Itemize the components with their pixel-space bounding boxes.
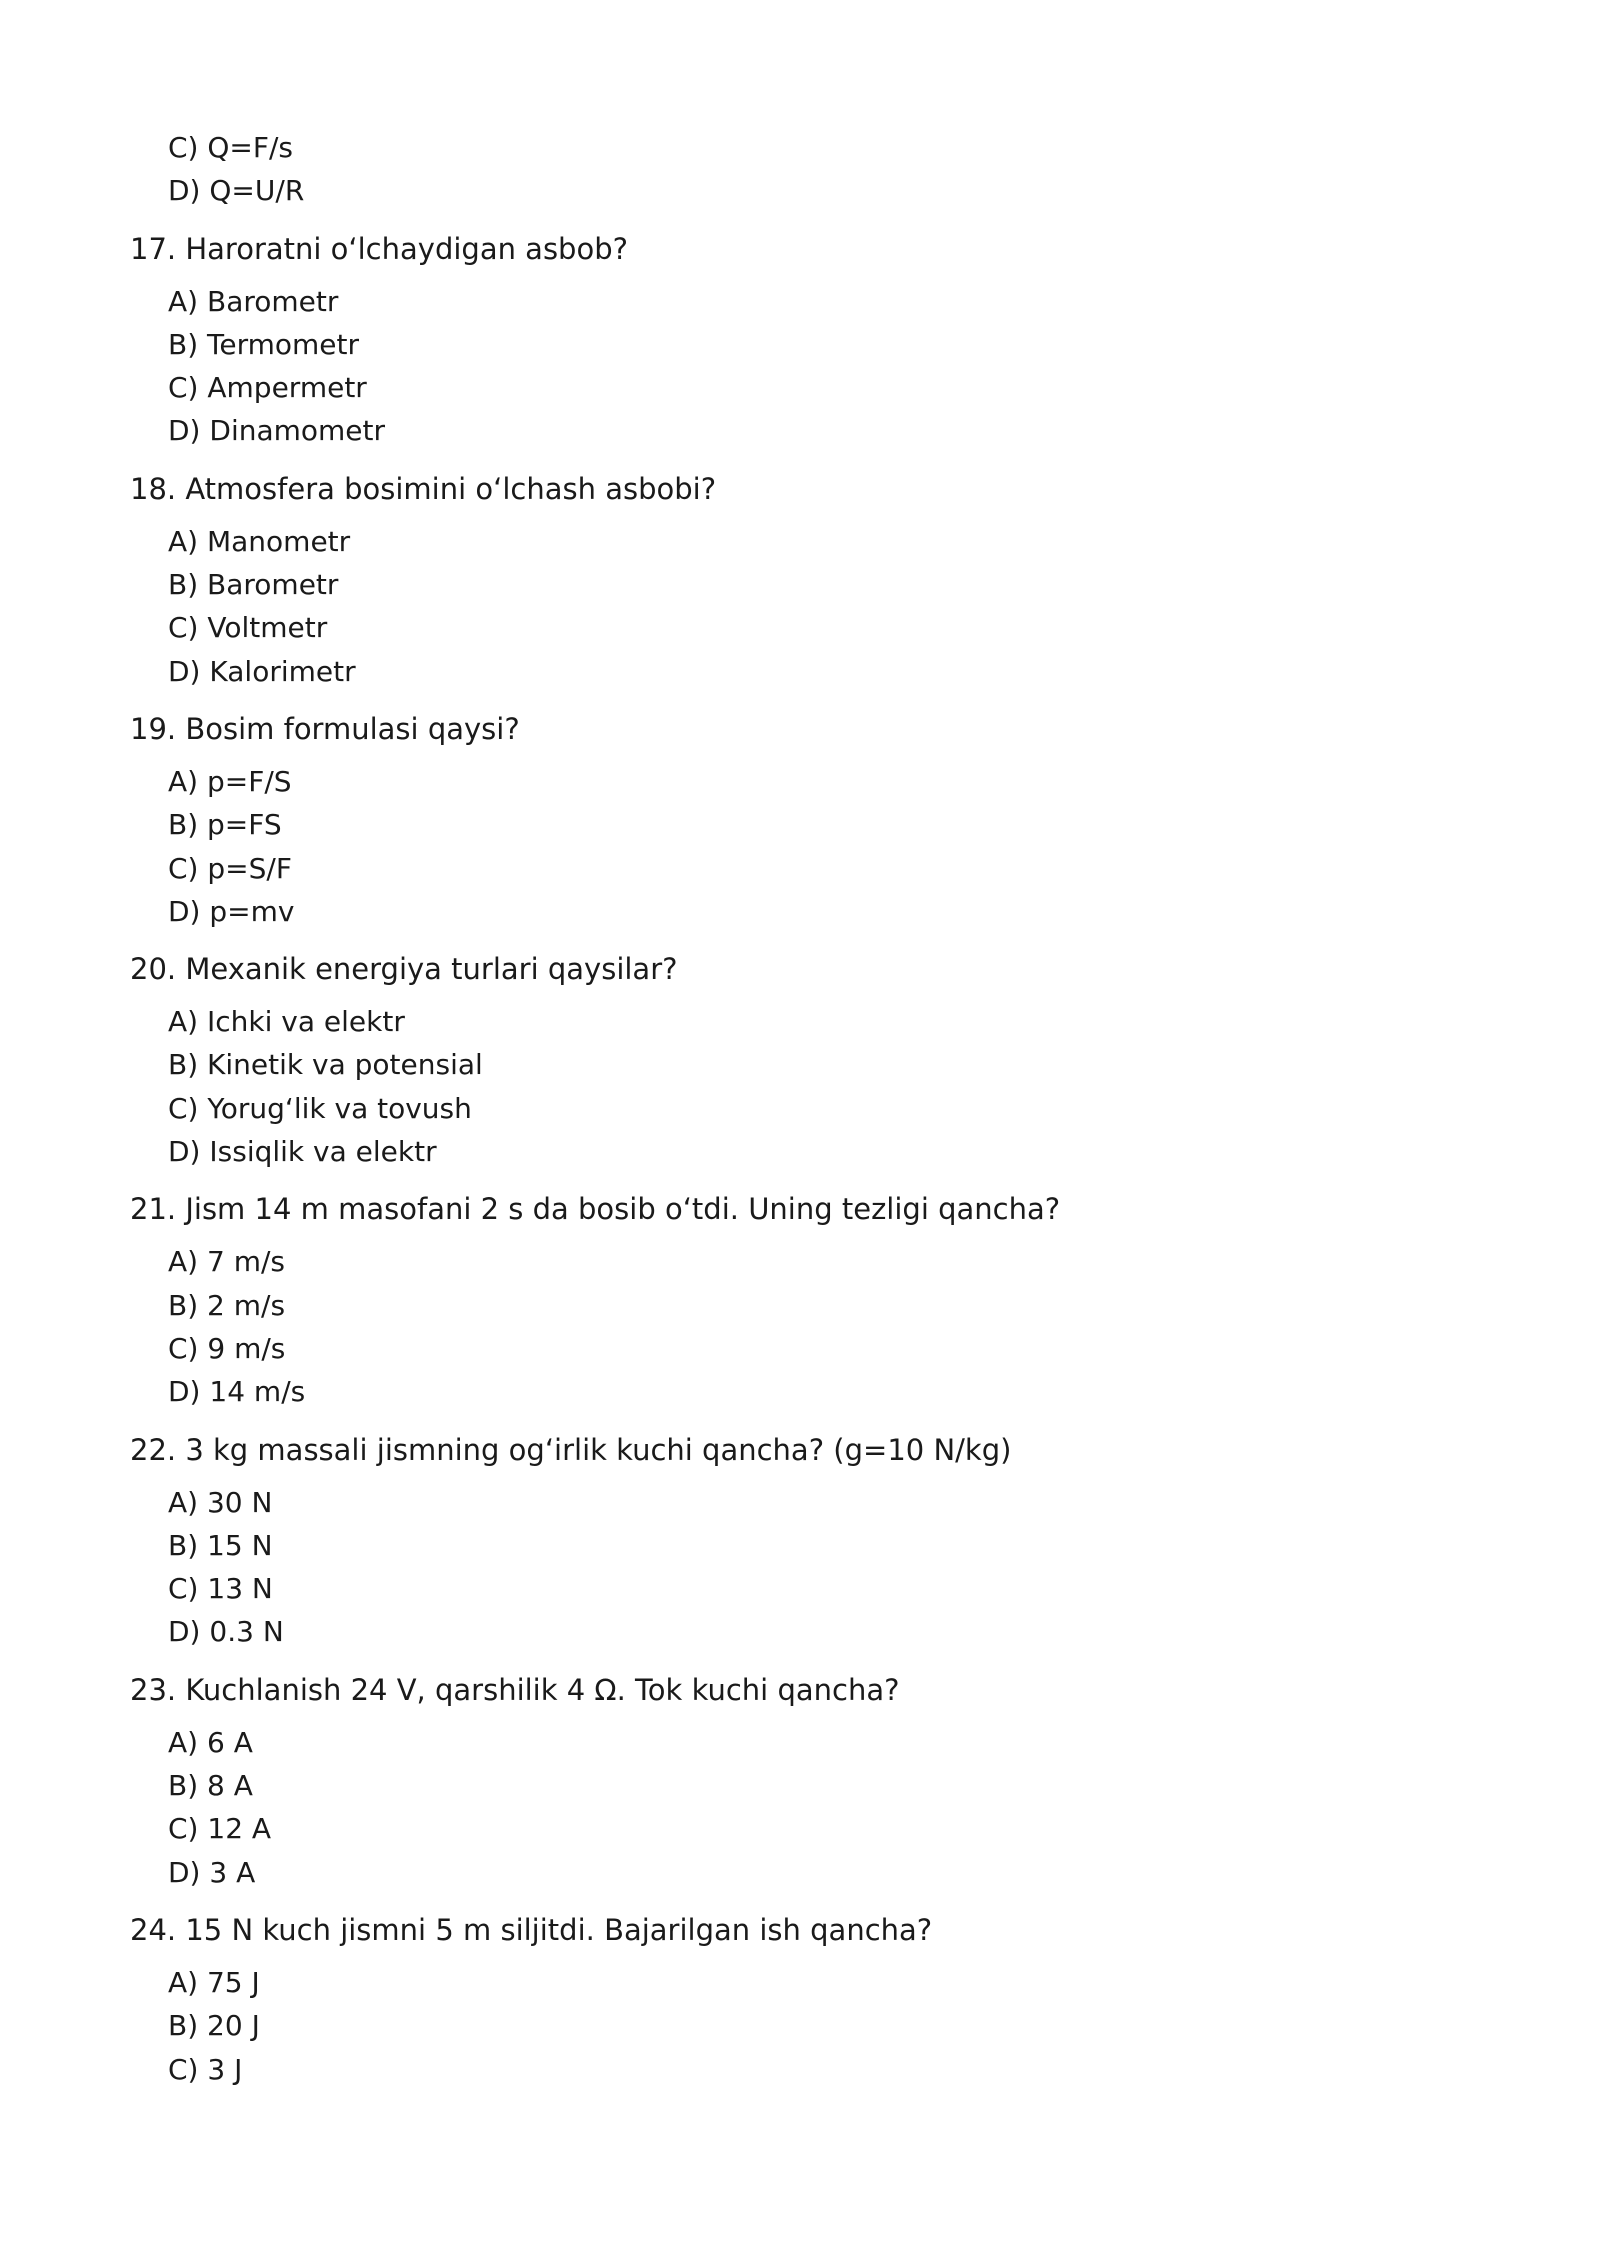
leading-options [130, 126, 1470, 213]
option-a: A) Barometr [168, 284, 339, 318]
option-d: D) p=mv [168, 894, 295, 928]
option-b: B) Kinetik va potensial [168, 1048, 483, 1082]
option-c: C) p=S/F [168, 851, 292, 885]
option-c: C) Voltmetr [168, 611, 328, 645]
quiz-content [130, 126, 1470, 2091]
option-a: A) 30 N [168, 1485, 273, 1519]
question-19 [130, 709, 1470, 933]
option-d: D) Dinamometr [168, 414, 386, 448]
question-text: 19. Bosim formulasi qaysi? [130, 711, 520, 746]
option-d: D) Issiqlik va elektr [168, 1135, 437, 1169]
question-text: 21. Jism 14 m masofani 2 s da bosib o‘tdi. Uning tezligi qancha? [130, 1192, 1061, 1227]
question-22 [130, 1430, 1470, 1654]
question-21 [130, 1189, 1470, 1413]
question-text: 22. 3 kg massali jismning og‘irlik kuchi qancha? (g=10 N/kg) [130, 1432, 1012, 1467]
option-a: A) 7 m/s [168, 1245, 285, 1279]
option-b: B) 8 A [168, 1769, 253, 1803]
option-b: B) 2 m/s [168, 1288, 286, 1322]
option-d: D) 3 A [168, 1855, 256, 1889]
option-d: D) Kalorimetr [168, 654, 356, 688]
option-b: B) Barometr [168, 568, 339, 602]
option-a: A) p=F/S [168, 764, 292, 798]
option-a: A) Manometr [168, 524, 351, 558]
option-d: D) 0.3 N [168, 1615, 284, 1649]
option-b: B) p=FS [168, 808, 282, 842]
option-a: A) 75 J [168, 1965, 260, 1999]
option-b: B) 15 N [168, 1528, 273, 1562]
option-a: A) 6 A [168, 1725, 253, 1759]
question-20 [130, 949, 1470, 1173]
question-text: 18. Atmosfera bosimini o‘lchash asbobi? [130, 471, 717, 506]
option-c: C) Yorug‘lik va tovush [168, 1091, 472, 1125]
option-b: B) Termometr [168, 327, 360, 361]
option-d: D) Q=U/R [168, 174, 305, 208]
question-23 [130, 1670, 1470, 1894]
option-c: C) 12 A [168, 1812, 272, 1846]
question-text: 23. Kuchlanish 24 V, qarshilik 4 Ω. Tok kuchi qancha? [130, 1672, 900, 1707]
question-text: 20. Mexanik energiya turlari qaysilar? [130, 952, 678, 987]
option-c: C) Ampermetr [168, 371, 367, 405]
option-a: A) Ichki va elektr [168, 1005, 405, 1039]
question-17 [130, 229, 1470, 453]
question-24 [130, 1910, 1470, 2091]
option-b: B) 20 J [168, 2009, 260, 2043]
option-c: C) Q=F/s [168, 131, 294, 164]
option-c: C) 13 N [168, 1572, 273, 1606]
question-text: 17. Haroratni o‘lchaydigan asbob? [130, 231, 629, 266]
option-c: C) 3 J [168, 2052, 243, 2086]
option-d: D) 14 m/s [168, 1375, 306, 1409]
question-text: 24. 15 N kuch jismni 5 m siljitdi. Bajarilgan ish qancha? [130, 1912, 933, 1947]
option-c: C) 9 m/s [168, 1331, 286, 1365]
question-18 [130, 469, 1470, 693]
